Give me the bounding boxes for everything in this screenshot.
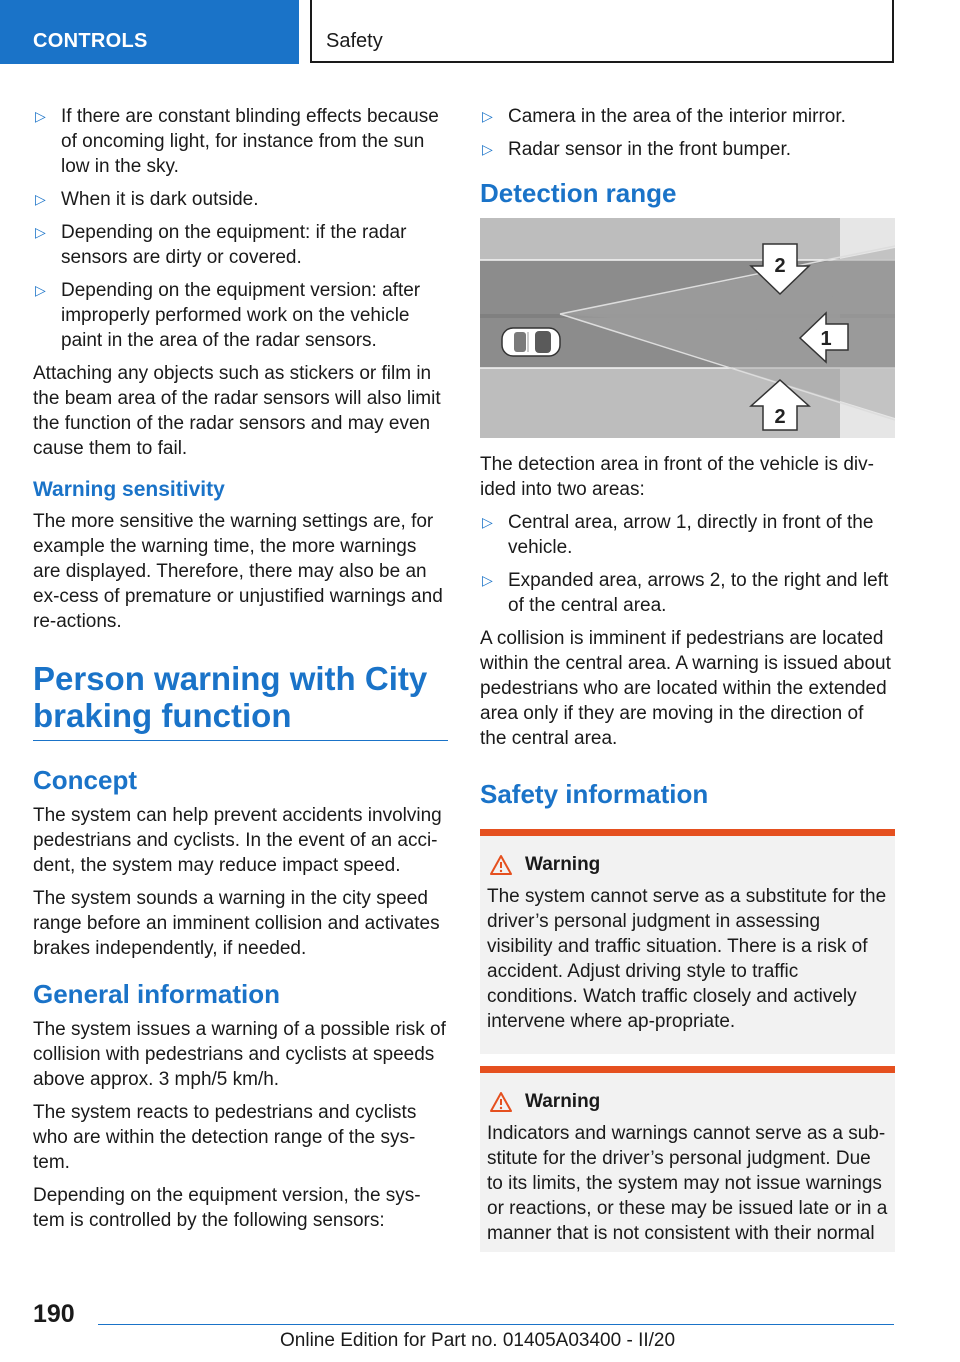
triangle-bullet-icon: ▷ (482, 108, 493, 124)
svg-text:2: 2 (774, 255, 786, 277)
warning-title: Warning (525, 1091, 601, 1112)
paragraph-detection: The detection area in front of the vehicle is div-ided into two areas: (480, 454, 874, 500)
triangle-bullet-icon: ▷ (35, 108, 46, 124)
conditions-list (33, 104, 448, 353)
detection-range-figure (480, 218, 895, 438)
warning-triangle-icon (489, 854, 513, 876)
heading-general-information: General information (33, 979, 281, 1009)
heading-person-warning: Person warning with City braking function (33, 660, 448, 741)
warning-text: Indicators and warnings cannot serve as a sub-stitute for the driver’s personal judgment. Due to its limits, the system may not issue warnings or reactions, or these may be issued late or in a manner that is not consistent with their normal (487, 1123, 888, 1244)
triangle-bullet-icon: ▷ (482, 514, 493, 530)
list-item: ▷ Depending on the equipment version: after improperly performed work on the vehicle paint in the area of the radar sensors. (35, 280, 421, 351)
warning-title: Warning (525, 854, 601, 875)
svg-text:1: 1 (820, 328, 832, 350)
header-chapter-label: Safety (326, 30, 383, 52)
header-chapter-box (310, 0, 894, 63)
triangle-bullet-icon: ▷ (482, 141, 493, 157)
list-item: ▷ Depending on the equipment: if the radar sensors are dirty or covered. (35, 222, 407, 268)
left-column (33, 104, 448, 1241)
page-number: 190 (33, 1300, 75, 1328)
warning-box-1 (480, 829, 895, 1054)
heading-warning-sensitivity: Warning sensitivity (33, 478, 225, 501)
list-item: ▷ Central area, arrow 1, directly in front of the vehicle. (482, 512, 874, 558)
list-item: ▷ When it is dark outside. (35, 189, 259, 210)
list-item: ▷ Camera in the area of the interior mirror. (482, 106, 846, 127)
paragraph-concept-2: The system sounds a warning in the city speed range before an imminent collision and activates brakes independently, if needed. (33, 888, 440, 959)
footer-divider (98, 1324, 894, 1325)
svg-text:2: 2 (774, 406, 786, 428)
paragraph-general-1: The system issues a warning of a possible risk of collision with pedestrians and cyclists at speeds above approx. 3 mph/5 km/h. (33, 1019, 446, 1090)
warning-box-2 (480, 1066, 895, 1252)
header-section-tab (0, 0, 299, 64)
car-icon (502, 328, 560, 356)
heading-detection-range: Detection range (480, 178, 677, 208)
triangle-bullet-icon: ▷ (482, 572, 493, 588)
warning-text: The system cannot serve as a substitute for the driver’s personal judgment in assessing visibility and traffic situation. There is a risk of accident. Adjust driving style to traffic conditions. Watch traffic closely and actively intervene where ap-propriate. (487, 886, 887, 1032)
right-column (480, 104, 895, 1262)
triangle-bullet-icon: ▷ (35, 224, 46, 240)
header-section-label: CONTROLS (33, 30, 148, 52)
list-item: ▷ If there are constant blinding effects because of oncoming light, for instance from the sun low in the sky. (35, 106, 439, 177)
paragraph-collision: A collision is imminent if pedestrians are located within the central area. A warning is issued about pedestrians who are located within the extended area only if they are moving in the direction of the central area. (480, 628, 891, 749)
footer-edition: Online Edition for Part no. 01405A03400 - II/20 (280, 1330, 676, 1351)
warning-triangle-icon (489, 1091, 513, 1113)
paragraph-attaching: Attaching any objects such as stickers or film in the beam area of the radar sensors will also limit the function of the radar sensors and may even cause them to fail. (33, 363, 441, 459)
paragraph-sensitivity: The more sensitive the warning settings are, for example the warning time, the more warnings are displayed. Therefore, there may also be an ex-cess of premature or unjustified warnings and re-actions. (33, 511, 443, 632)
paragraph-concept-1: The system can help prevent accidents involving pedestrians and cyclists. In the event of an acci-dent, the system may reduce impact speed. (33, 805, 442, 876)
paragraph-general-3: Depending on the equipment version, the sys-tem is controlled by the following sensors: (33, 1185, 421, 1231)
paragraph-general-2: The system reacts to pedestrians and cyclists who are within the detection range of the sys-tem. (33, 1102, 417, 1173)
list-item: ▷ Expanded area, arrows 2, to the right and left of the central area. (482, 570, 889, 616)
heading-concept: Concept (33, 765, 137, 795)
sensors-list (480, 104, 895, 162)
triangle-bullet-icon: ▷ (35, 191, 46, 207)
heading-safety-information: Safety information (480, 779, 709, 809)
list-item: ▷ Radar sensor in the front bumper. (482, 139, 792, 160)
areas-list (480, 510, 895, 618)
triangle-bullet-icon: ▷ (35, 282, 46, 298)
